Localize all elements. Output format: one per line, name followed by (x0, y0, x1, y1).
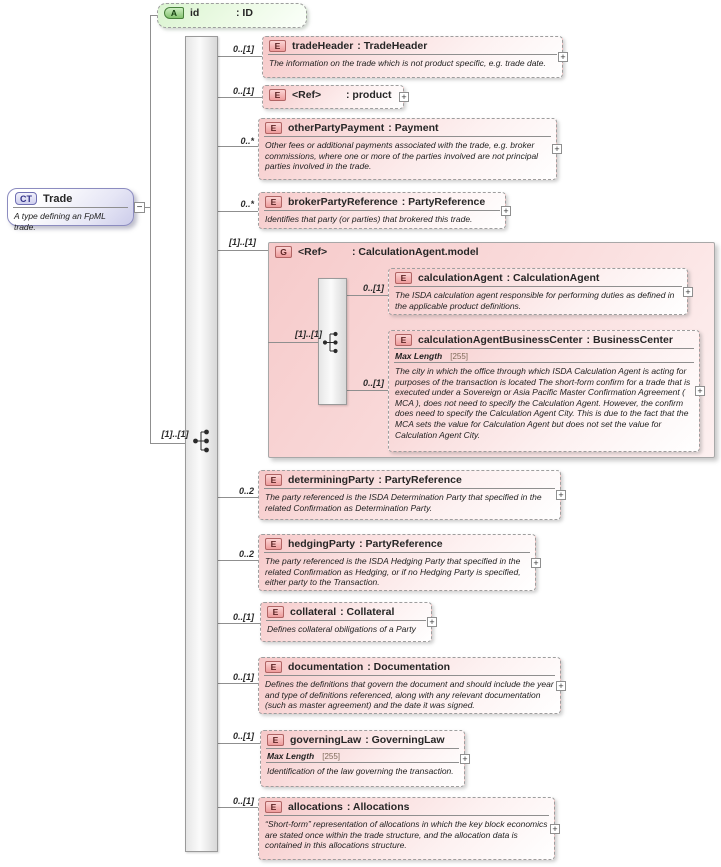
element-calculationagent-box[interactable] (388, 268, 691, 315)
element-hedgingparty-box[interactable] (258, 534, 539, 591)
sequence-icon (191, 427, 215, 455)
connector-line (218, 97, 262, 98)
element-name: <Ref> (292, 89, 322, 101)
element-icon: E (395, 334, 412, 346)
element-icon: E (265, 474, 282, 486)
cardinality-label: 0..2 (238, 549, 254, 559)
connector-line (218, 560, 258, 561)
element-title (259, 798, 554, 815)
connector-line (218, 211, 258, 212)
element-name: governingLaw (290, 734, 362, 746)
element-title (259, 535, 535, 552)
expand-icon[interactable]: + (550, 824, 560, 834)
element-icon: E (267, 606, 284, 618)
element-description: Defines collateral obiligations of a Party (267, 624, 416, 634)
element-type: : product (346, 89, 392, 101)
expand-icon[interactable]: + (531, 558, 541, 568)
element-allocations-box[interactable] (258, 797, 558, 860)
element-title (389, 269, 687, 286)
connector-line (218, 56, 262, 57)
element-collateral-box[interactable] (260, 602, 435, 642)
element-name: collateral (290, 606, 337, 618)
element-type: : Collateral (340, 606, 395, 618)
element-type: : Allocations (346, 801, 410, 813)
element-type: : Payment (388, 122, 439, 134)
expand-icon[interactable]: + (695, 386, 705, 396)
element-description: The city in which the office through which ISDA Calculation Agent is acting for purposes of the transaction is located The short-form confirm for a trade that is executed under a Sovereign or Asia Pacific Master Confirmation Agreement ( MCA ), does not need to specify the Calculation Agent. However, the confirm does need to specify the Calculation Agent City. This is due to the fact that the MCA sets the value for Calculation Agent but does not set the value for Calculation Agent City. (395, 366, 691, 440)
element-title (261, 731, 464, 748)
expand-icon[interactable]: + (558, 52, 568, 62)
element-tradeheader-box[interactable] (262, 36, 566, 78)
element-description: Other fees or additional payments associated with the trade, e.g. broker commissions, where one or more of the parties involved are not principal parties involved in the trade. (265, 140, 539, 172)
expand-icon[interactable]: + (556, 490, 566, 500)
connector-line (218, 250, 268, 251)
complextype-name: Trade (43, 192, 73, 205)
connector-line (347, 295, 388, 296)
complextype-icon: CT (15, 192, 37, 205)
element-icon: E (265, 122, 282, 134)
facet-label: Max Length (395, 351, 443, 361)
attribute-name: id (190, 7, 200, 19)
element-type: : PartyReference (401, 196, 486, 208)
element-name: calculationAgentBusinessCenter (418, 334, 583, 346)
element-calculationagentbusinesscenter-box[interactable] (388, 330, 703, 452)
cardinality-label: 0..[1] (232, 796, 254, 806)
cardinality-label: 0..[1] (232, 672, 254, 682)
element-type: : BusinessCenter (586, 334, 673, 346)
connector-line (218, 807, 258, 808)
element-description: The party referenced is the ISDA Hedging Party that specified in the related Confirmation as Hedging, or if no Hedging Party is specified, either party to the Transaction. (265, 556, 521, 588)
cardinality-label: [1]..[1] (161, 429, 189, 439)
element-type: : CalculationAgent (506, 272, 600, 284)
expand-icon[interactable]: + (399, 92, 409, 102)
element-title (263, 37, 562, 54)
complextype-description: A type defining an FpML trade. (14, 211, 106, 232)
element-description: Identifies that party (or parties) that brokered this trade. (265, 214, 473, 224)
element-description: The ISDA calculation agent responsible for performing duties as defined in the applicable product definitions. (395, 290, 675, 311)
cardinality-label: 0..2 (238, 486, 254, 496)
expand-icon[interactable]: + (556, 681, 566, 691)
element-title (259, 119, 556, 136)
element-description: The party referenced is the ISDA Determination Party that specified in the related Confirmation as Determination Party. (265, 492, 542, 513)
expand-icon[interactable]: + (683, 287, 693, 297)
element-name: tradeHeader (292, 40, 354, 52)
element-title (259, 658, 560, 675)
facet-label: Max Length (267, 751, 315, 761)
element-icon: E (265, 661, 282, 673)
attribute-type: : ID (236, 7, 253, 19)
element-name: otherPartyPayment (288, 122, 385, 134)
connector-line (218, 683, 258, 684)
element-type: : GoverningLaw (365, 734, 445, 746)
element-icon: E (265, 801, 282, 813)
cardinality-label: [1]..[1] (229, 237, 256, 247)
connector-line (150, 15, 151, 444)
attribute-icon: A (164, 7, 184, 19)
cardinality-label: 0..[1] (232, 44, 254, 54)
element-description: “Short-form” representation of allocations in which the key block economics are stated once within the trade structure, and the allocation data is contained in this allocations structure. (265, 819, 548, 851)
cardinality-label: 0..[1] (362, 378, 384, 388)
group-name: <Ref> (298, 246, 328, 258)
attribute-id-box[interactable] (157, 3, 307, 28)
collapse-icon[interactable]: − (134, 202, 145, 213)
facet-row (389, 349, 699, 362)
element-type: : TradeHeader (357, 40, 428, 52)
facet-value: [255] (450, 352, 469, 361)
element-type: : PartyReference (359, 538, 443, 550)
element-name: calculationAgent (418, 272, 503, 284)
element-title (263, 86, 403, 103)
element-title (261, 603, 431, 620)
element-governinglaw-box[interactable] (260, 730, 468, 787)
element-product-ref-box[interactable] (262, 85, 407, 109)
connector-line (218, 497, 258, 498)
complextype-trade-box[interactable] (7, 188, 134, 232)
element-title (259, 471, 560, 488)
expand-icon[interactable]: + (552, 144, 562, 154)
cardinality-label: 0..[1] (362, 283, 384, 293)
group-icon: G (275, 246, 292, 258)
element-name: hedgingParty (288, 538, 356, 550)
element-type: : Documentation (367, 661, 451, 673)
expand-icon[interactable]: + (427, 617, 437, 627)
expand-icon[interactable]: + (501, 206, 511, 216)
cardinality-label: 0..[1] (232, 612, 254, 622)
attribute-title (158, 4, 306, 21)
cardinality-label: 0..* (240, 136, 254, 146)
element-otherpartypayment-box[interactable] (258, 118, 560, 180)
element-name: determiningParty (288, 474, 375, 486)
element-description: Identification of the law governing the transaction. (267, 766, 454, 776)
connector-line (218, 623, 260, 624)
cardinality-label: [1]..[1] (295, 329, 322, 339)
group-title (269, 243, 714, 260)
element-determiningparty-box[interactable] (258, 470, 564, 520)
element-icon: E (265, 538, 282, 550)
connector-line (347, 390, 388, 391)
connector-line (218, 146, 258, 147)
connector-line (218, 743, 260, 744)
element-icon: E (269, 40, 286, 52)
element-icon: E (265, 196, 282, 208)
element-icon: E (267, 734, 284, 746)
facet-value: [255] (322, 752, 341, 761)
element-brokerpartyreference-box[interactable] (258, 192, 509, 229)
element-title (389, 331, 699, 348)
element-type: : PartyReference (378, 474, 462, 486)
element-description: Defines the definitions that govern the document and should include the year and type of definitions referenced, along with any relevant documentation (such as master agreement) and the date it was signed. (265, 679, 554, 711)
element-icon: E (269, 89, 286, 101)
cardinality-label: 0..[1] (232, 731, 254, 741)
complextype-title (8, 189, 133, 207)
element-name: documentation (288, 661, 364, 673)
group-type: : CalculationAgent.model (352, 246, 479, 258)
cardinality-label: 0..* (240, 199, 254, 209)
connector-line (145, 207, 151, 208)
element-name: brokerPartyReference (288, 196, 398, 208)
element-description: The information on the trade which is not product specific, e.g. trade date. (269, 58, 546, 68)
element-documentation-box[interactable] (258, 657, 564, 714)
cardinality-label: 0..[1] (232, 86, 254, 96)
facet-row (261, 749, 464, 762)
element-icon: E (395, 272, 412, 284)
expand-icon[interactable]: + (460, 754, 470, 764)
sequence-icon (321, 330, 343, 355)
element-name: allocations (288, 801, 343, 813)
element-title (259, 193, 505, 210)
